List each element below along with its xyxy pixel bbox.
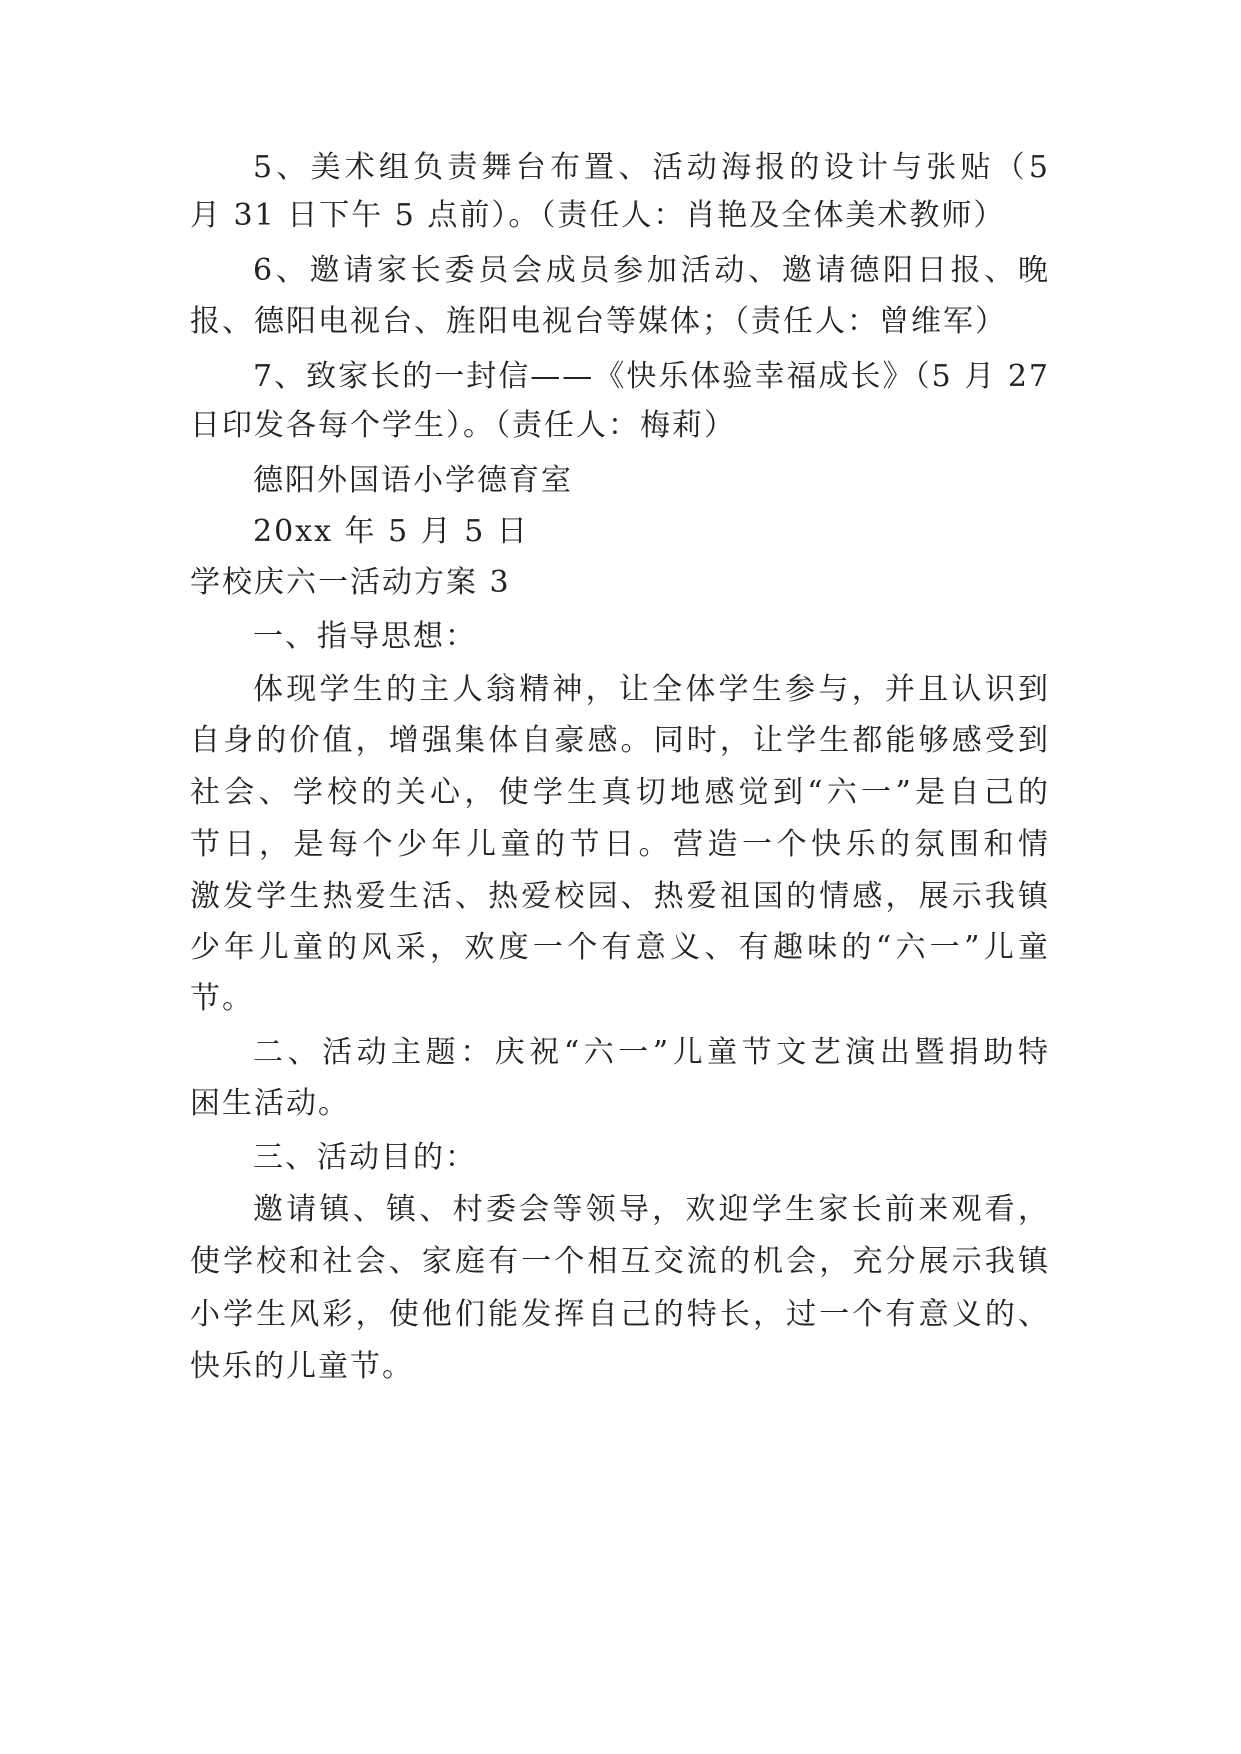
section-1-body-line: 体现学生的主人翁精神，让全体学生参与，并且认识到 [253,673,1050,707]
section-1-heading: 一、指导思想： [253,619,477,654]
section-1-body-line: 节日，是每个少年儿童的节日。营造一个快乐的氛围和情 [190,828,1050,862]
item-7-line-2: 日印发各每个学生）。（责任人：梅莉） [190,408,736,443]
section-3-body-line: 使学校和社会、家庭有一个相互交流的机会，充分展示我镇 [190,1245,1050,1279]
signature-date: 20xx 年 5 月 5 日 [253,514,529,549]
section-3-body-line: 快乐的儿童节。 [190,1349,414,1384]
section-2-line-2: 困生活动。 [190,1086,350,1121]
section-3-body-line: 邀请镇、镇、村委会等领导，欢迎学生家长前来观看， [253,1193,1050,1227]
section-title: 学校庆六一活动方案 3 [190,565,511,600]
item-5-line-2: 月 31 日下午 5 点前）。（责任人：肖艳及全体美术教师） [190,198,1006,233]
section-1-body-line: 节。 [190,981,254,1016]
section-3-heading: 三、活动目的： [253,1140,477,1175]
item-6-line-2: 报、德阳电视台、旌阳电视台等媒体；（责任人：曾维军） [190,304,1007,339]
item-7-line-1: 7、致家长的一封信——《快乐体验幸福成长》（5 月 27 [253,360,1050,394]
item-5-line-1: 5、美术组负责舞台布置、活动海报的设计与张贴（5 [253,151,1050,185]
section-1-body-line: 激发学生热爱生活、热爱校园、热爱祖国的情感，展示我镇 [190,880,1050,914]
section-1-body-line: 社会、学校的关心，使学生真切地感觉到“六一”是自己的 [190,776,1050,810]
section-2-line-1: 二、活动主题：庆祝“六一”儿童节文艺演出暨捐助特 [253,1036,1050,1070]
signature-office: 德阳外国语小学德育室 [253,463,573,498]
item-6-line-1: 6、邀请家长委员会成员参加活动、邀请德阳日报、晚 [253,254,1050,288]
section-1-body-line: 少年儿童的风采，欢度一个有意义、有趣味的“六一”儿童 [190,931,1050,965]
section-3-body-line: 小学生风彩，使他们能发挥自己的特长，过一个有意义的、 [190,1298,1050,1332]
section-1-body-line: 自身的价值，增强集体自豪感。同时，让学生都能够感受到 [190,724,1050,758]
